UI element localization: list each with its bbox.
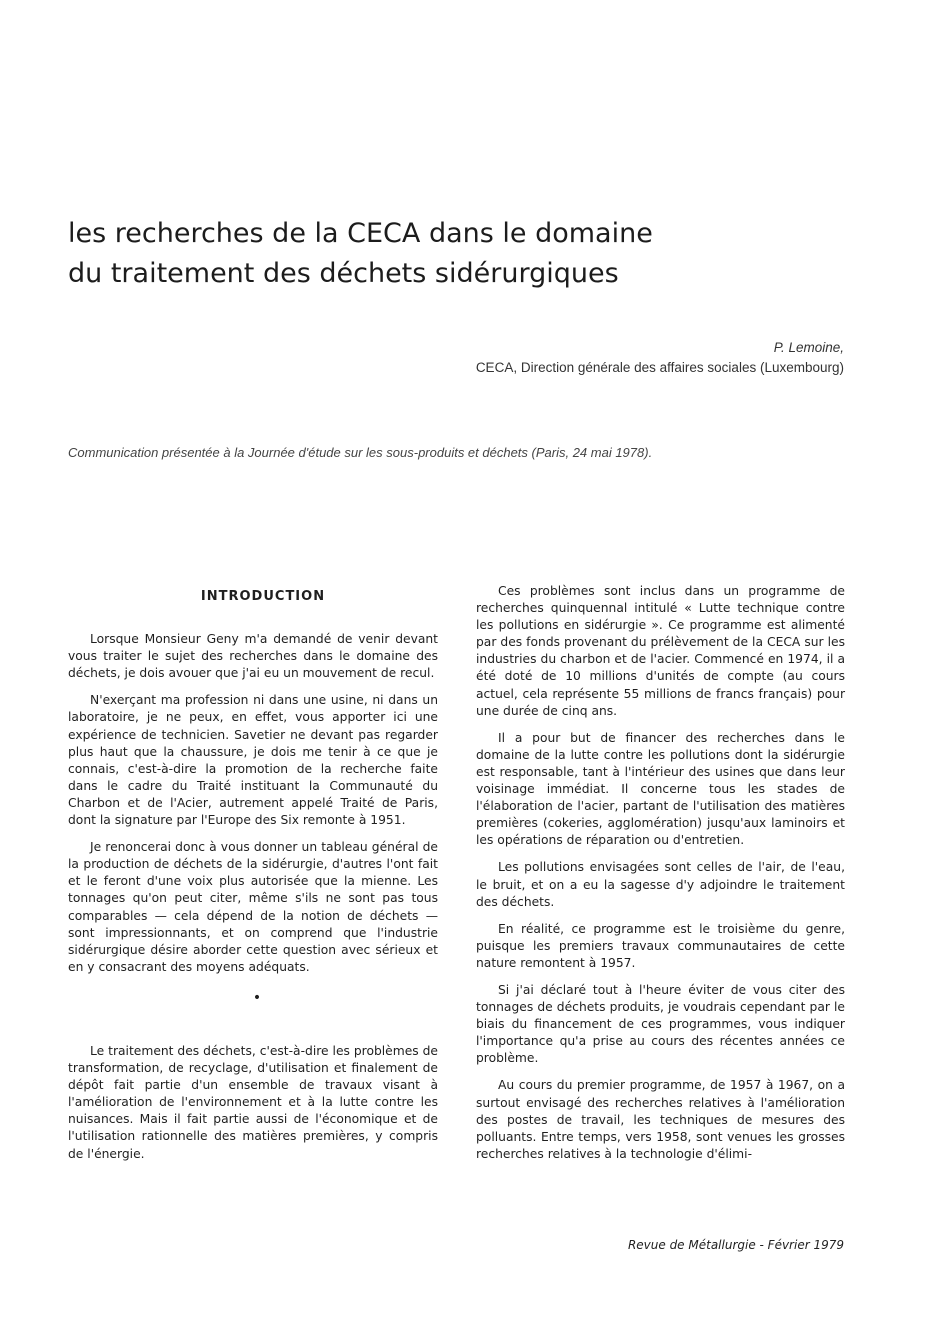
paragraph: Ces problèmes sont inclus dans un programme de recherches quinquennal intitulé « Lutte technique contre les pollutions en sidérurgie ». Ce programme est alimenté par des fonds provenant du prélèvement de la CECA sur les industries du charbon et de l'acier. Commencé en 1974, il a été doté de 10 millions d'unités de compte (au cours actuel, cela représente 55 millions de francs français) pour une durée de cinq ans. — [476, 584, 845, 718]
section-heading-introduction: INTRODUCTION — [200, 589, 326, 604]
paragraph: N'exerçant ma profession ni dans une usine, ni dans un laboratoire, je ne peux, en effet, vous apporter ici une expérience de technicien. Savetier ne devant pas regarder plus haut que la chaussure, je dois me tenir à ce que je connais, c'est-à-dire la promotion de la recherche faite dans le cadre du Traité instituant la Communauté du Charbon et de l'Acier, autrement appelé Traité de Paris, dont la signature par l'Europe des Six remonte à 1951. — [68, 693, 438, 828]
article-title — [68, 214, 848, 294]
right-column — [476, 583, 845, 1173]
paragraph: Il a pour but de financer des recherches dans le domaine de la lutte contre les pollutions dont la sidérurgie est responsable, tant à l'intérieur des usines que dans leur voisinage immédiat. Il concerne tous les stades de l'élaboration de l'acier, partant de l'utilisation des matières premières (cokeries, agglomération) jusqu'aux laminoirs et les opérations de réparation ou d'entretien. — [476, 730, 845, 848]
author-block — [476, 338, 844, 378]
title-line-2: du traitement des déchets sidérurgiques — [68, 258, 619, 289]
paragraph: Lorsque Monsieur Geny m'a demandé de venir devant vous traiter le sujet des recherches dans le domaine des déchets, je dois avouer que j'ai eu un mouvement de recul. — [68, 632, 438, 681]
author-name: P. Lemoine, — [773, 340, 844, 355]
paragraph: Le traitement des déchets, c'est-à-dire les problèmes de transformation, de recyclage, d'utilisation et finalement de dépôt fait partie d'un ensemble de travaux visant à l'amélioration de l'environnement et à la lutte contre les nuisances. Mais il fait partie aussi de l'économique et de l'utilisation rationnelle des matières premières, y compris de l'énergie. — [68, 1043, 438, 1161]
paragraph: Au cours du premier programme, de 1957 à 1967, on a surtout envisagé des recherches relatives à l'amélioration des postes de travail, les techniques de mesures des polluants. Entre temps, vers 1958, sont venues les grosses recherches relatives à la technologie d'élimi- — [476, 1078, 845, 1161]
paragraph: En réalité, ce programme est le troisième du genre, puisque les premiers travaux communautaires de cette nature remontent à 1957. — [476, 921, 845, 970]
paragraph: Les pollutions envisagées sont celles de l'air, de l'eau, le bruit, et on a eu la sagesse d'y adjoindre le traitement des déchets. — [476, 860, 845, 909]
left-column — [68, 588, 438, 1173]
communication-note: Communication présentée à la Journée d'étude sur les sous-produits et déchets (Paris, 24 mai 1978). — [68, 445, 653, 460]
title-line-1: les recherches de la CECA dans le domaine — [68, 218, 653, 249]
journal-footer: Revue de Métallurgie - Février 1979 — [627, 1238, 844, 1252]
paragraph: Si j'ai déclaré tout à l'heure éviter de vous citer des tonnages de déchets produits, je voudrais cependant par le biais du financement de ces programmes, vous indiquer l'importance qu'a prise au cours des récentes années ce problème. — [476, 982, 845, 1066]
author-affiliation: CECA, Direction générale des affaires sociales (Luxembourg) — [475, 360, 844, 375]
section-separator-bullet: • — [252, 989, 262, 1006]
paragraph: Je renoncerai donc à vous donner un tableau général de la production de déchets de la sidérurgie, d'autres l'ont fait et le feront d'une voix plus autorisée que la mienne. Les tonnages qu'on peut citer, même s'ils ne sont pas tous comparables — cela dépend de la notion de déchets — sont impressionnants, et on comprend que l'industrie sidérurgique désire aborder cette question avec sérieux et en y consacrant des moyens adéquats. — [68, 840, 438, 974]
